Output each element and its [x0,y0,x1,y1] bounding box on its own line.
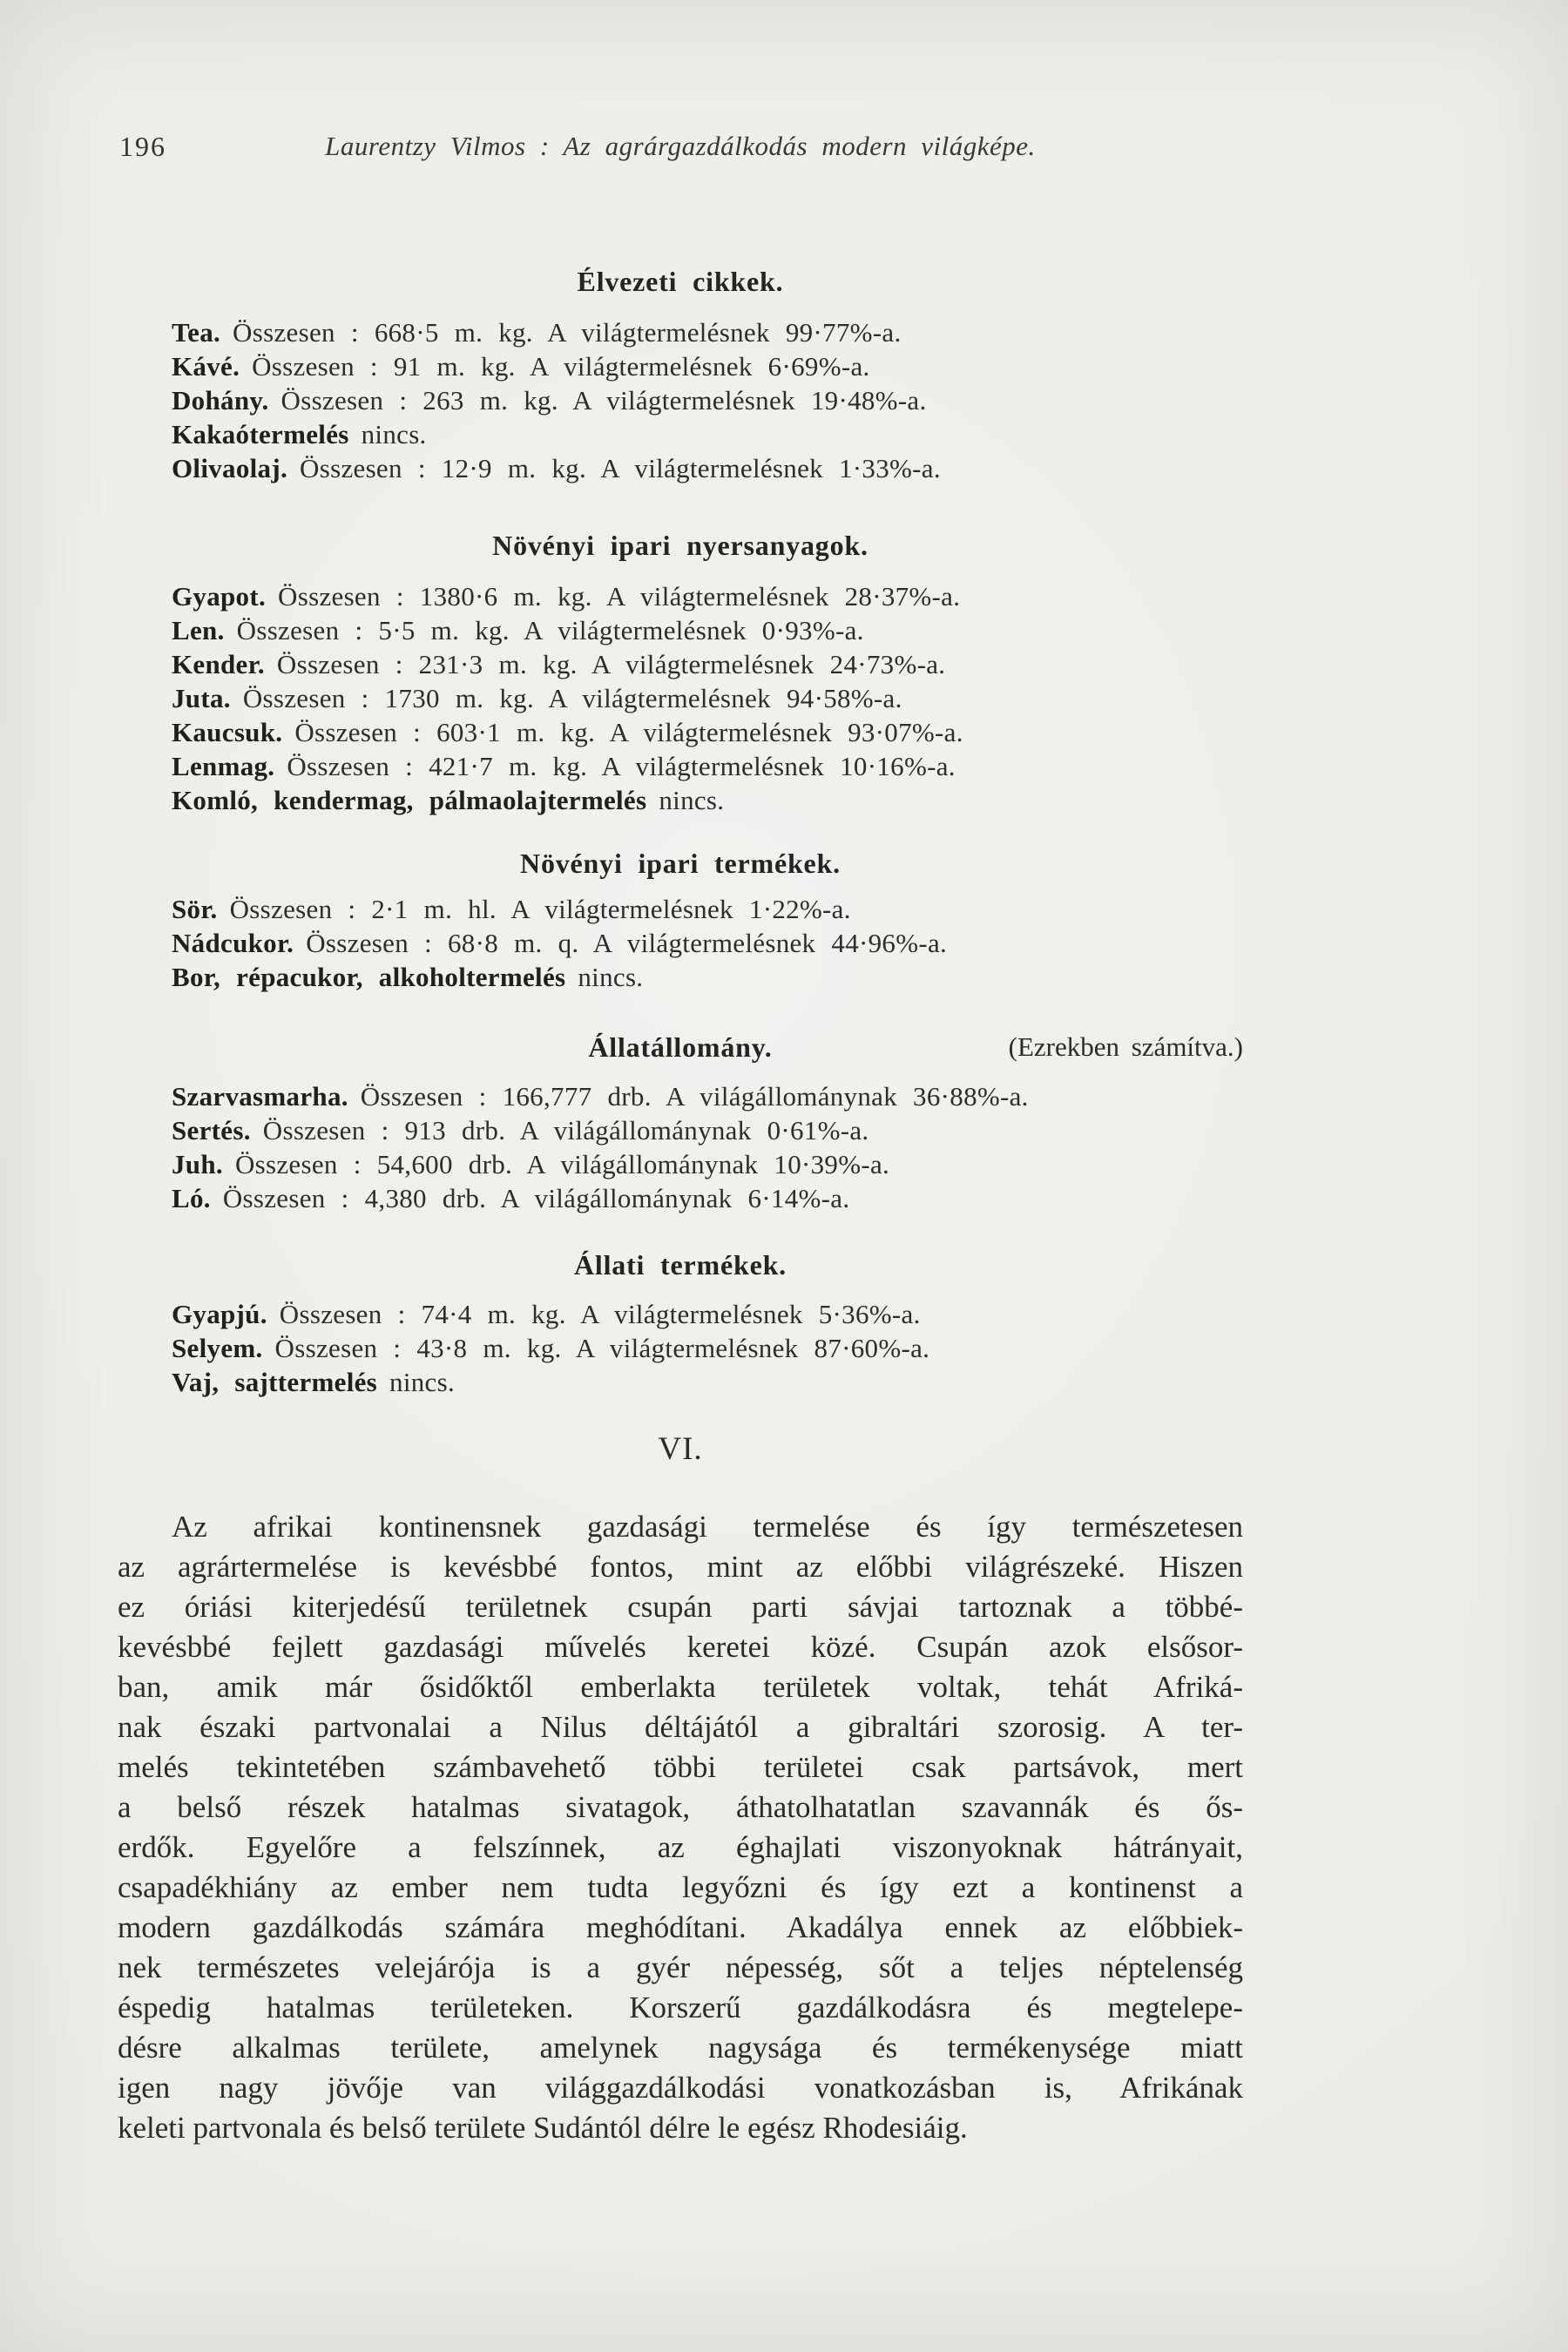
section-heading: Növényi ipari nyersanyagok. [492,530,868,561]
item-text: Összesen : 1380·6 m. kg. A világtermelésnek 28·37%-a. [278,581,961,612]
page-content [118,0,1243,2148]
list-item [172,715,1243,749]
list-item [172,315,1243,349]
section-note: (Ezrekben számítva.) [1008,1031,1243,1062]
list-item [172,1297,1243,1331]
item-label: Selyem. [172,1333,263,1363]
item-label: Nádcukor. [172,928,294,958]
section-allati-termekek [118,1247,1243,1399]
list-item [172,926,1243,960]
item-text: Összesen : 54,600 drb. A világállománynak 10·39%-a. [234,1149,890,1179]
section-allatallomany [118,1029,1243,1215]
section-heading: Élvezeti cikkek. [577,266,784,297]
section-novenyi-ipari-termekek [118,845,1243,994]
item-text: Összesen : 1730 m. kg. A világtermelésnek 94·58%-a. [242,683,902,713]
page-number: 196 [119,131,166,162]
section-heading-row [118,845,1243,882]
item-text: Összesen : 12·9 m. kg. A világtermelésnek 1·33%-a. [300,453,941,483]
item-text: nincs. [361,419,427,449]
paragraph-line: erdők. Egyelőre a felszínnek, az éghajlati viszonyoknak hátrányait, [118,1830,1243,1864]
item-label: Kakaótermelés [172,419,349,449]
item-text: Összesen : 913 drb. A világállománynak 0·61%-a. [262,1115,869,1146]
paragraph-line: igen nagy jövője van világgazdálkodási vonatkozásban is, Afrikának [118,2071,1243,2105]
section-novenyi-ipari-nyersanyagok [118,527,1243,817]
item-text: Összesen : 4,380 drb. A világállománynak 6·14%-a. [222,1183,850,1213]
list-item [172,783,1243,817]
item-label: Sertés. [172,1115,251,1146]
paragraph-line: ban, amik már ősidőktől emberlakta területek voltak, tehát Afriká- [118,1670,1243,1704]
list-item [172,1365,1243,1399]
item-text: Összesen : 166,777 drb. A világállománynak 36·88%-a. [360,1081,1029,1112]
item-label: Len. [172,615,225,645]
section-items [118,579,1243,817]
section-items [118,1079,1243,1215]
item-text: Összesen : 43·8 m. kg. A világtermelésnek 87·60%-a. [274,1333,930,1363]
item-label: Komló, kendermag, pálmaolajtermelés [172,785,647,815]
section-items [118,892,1243,994]
item-text: nincs. [389,1367,456,1397]
item-label: Tea. [172,317,221,348]
list-item [172,417,1243,451]
list-item [172,749,1243,783]
paragraph-line: désre alkalmas területe, amelynek nagysága és termékenysége miatt [118,2031,1243,2065]
list-item [172,579,1243,613]
list-item [172,349,1243,383]
list-item [172,383,1243,417]
item-label: Sör. [172,894,218,924]
running-title: Laurentzy Vilmos : Az agrárgazdálkodás modern világképe. [325,131,1036,161]
list-item [172,1181,1243,1215]
item-label: Kávé. [172,351,240,382]
chapter-vi [118,1430,1243,2148]
section-heading: Állatállomány. [588,1031,773,1063]
section-heading-row [118,1029,1243,1065]
item-text: Összesen : 91 m. kg. A világtermelésnek 6·69%-a. [252,351,870,382]
list-item [172,613,1243,647]
item-label: Kender. [172,649,265,679]
item-text: Összesen : 603·1 m. kg. A világtermelésnek 93·07%-a. [294,717,963,747]
paragraph-line: Az afrikai kontinensnek gazdasági termelése és így természetesen [172,1510,1243,1544]
item-label: Bor, répacukor, alkoholtermelés [172,962,566,992]
section-items [118,315,1243,485]
list-item [172,1331,1243,1365]
item-label: Gyapot. [172,581,267,612]
item-label: Ló. [172,1183,211,1213]
item-text: Összesen : 2·1 m. hl. A világtermelésnek 1·22%-a. [229,894,851,924]
item-text: Összesen : 668·5 m. kg. A világtermelésnek 99·77%-a. [233,317,902,348]
page-header [118,131,1243,167]
item-text: Összesen : 74·4 m. kg. A világtermelésnek 5·36%-a. [279,1299,921,1329]
item-label: Vaj, sajttermelés [172,1367,378,1397]
item-label: Kaucsuk. [172,717,283,747]
paragraph-line: kevésbbé fejlett gazdasági művelés keretei közé. Csupán azok elsősor- [118,1630,1243,1664]
paragraph-line: a belső részek hatalmas sivatagok, áthatolhatatlan szavannák és ős- [118,1790,1243,1824]
paragraph [118,1507,1243,2148]
item-label: Juta. [172,683,231,713]
item-text: Összesen : 68·8 m. q. A világtermelésnek 44·96%-a. [306,928,948,958]
list-item [172,681,1243,715]
chapter-number: VI. [658,1431,703,1467]
paragraph-line: az agrártermelése is kevésbbé fontos, mint az előbbi világrészeké. Hiszen [118,1550,1243,1584]
item-label: Olivaolaj. [172,453,288,483]
paragraph-line: éspedig hatalmas területeken. Korszerű gazdálkodásra és megtelepe- [118,1990,1243,2024]
item-text: nincs. [578,962,644,992]
item-text: Összesen : 263 m. kg. A világtermelésnek 19·48%-a. [280,385,927,416]
paragraph-line: csapadékhiány az ember nem tudta legyőzni és így ezt a kontinenst a [118,1870,1243,1904]
section-heading-row [118,1247,1243,1283]
list-item [172,892,1243,926]
item-text: Összesen : 421·7 m. kg. A világtermelésnek 10·16%-a. [287,751,956,781]
section-elvezeti-cikkek [118,263,1243,485]
paragraph-line: nak északi partvonalai a Nilus déltájától a gibraltári szorosig. A ter- [118,1710,1243,1744]
paragraph-line: melés tekintetében számbavehető többi területei csak partsávok, mert [118,1750,1243,1784]
section-heading: Állati termékek. [574,1249,787,1281]
paragraph-line: modern gazdálkodás számára meghódítani. Akadálya ennek az előbbiek- [118,1910,1243,1944]
paragraph-line: ez óriási kiterjedésű területnek csupán parti sávjai tartoznak a többé- [118,1590,1243,1624]
item-label: Dohány. [172,385,269,416]
paragraph-line: nek természetes velejárója is a gyér népesség, sőt a teljes néptelenség [118,1950,1243,1984]
list-item [172,1113,1243,1147]
section-heading: Növényi ipari termékek. [520,848,841,879]
list-item [172,1079,1243,1113]
list-item [172,647,1243,681]
section-heading-row [118,263,1243,300]
item-label: Lenmag. [172,751,275,781]
list-item [172,1147,1243,1181]
list-item [172,960,1243,994]
item-label: Gyapjú. [172,1299,267,1329]
item-text: Összesen : 5·5 m. kg. A világtermelésnek 0·93%-a. [236,615,864,645]
item-label: Juh. [172,1149,223,1179]
item-label: Szarvasmarha. [172,1081,348,1112]
item-text: nincs. [659,785,725,815]
paragraph-line: keleti partvonala és belső területe Sudántól délre le egész Rhodesiáig. [118,2111,968,2145]
section-items [118,1297,1243,1399]
item-text: Összesen : 231·3 m. kg. A világtermelésnek 24·73%-a. [276,649,946,679]
list-item [172,451,1243,485]
section-heading-row [118,527,1243,564]
